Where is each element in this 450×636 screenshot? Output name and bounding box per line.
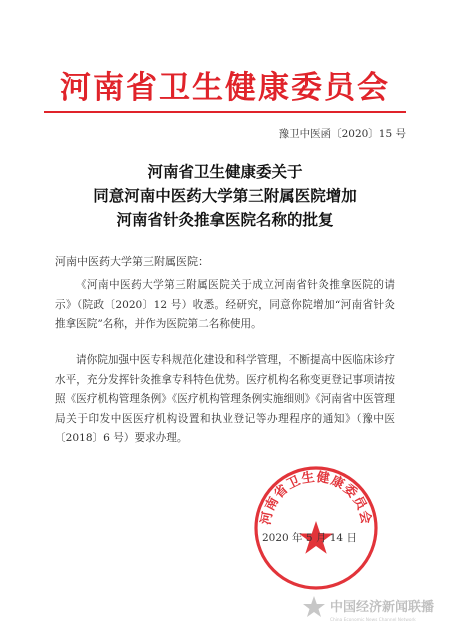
salutation: 河南中医药大学第三附属医院： xyxy=(55,255,209,268)
svg-text:China Economic News Channel Ne: China Economic News Channel Network xyxy=(330,618,416,623)
title-line-1: 河南省卫生健康委关于 xyxy=(147,162,303,181)
title-line-2: 同意河南中医药大学第三附属医院增加 xyxy=(93,186,357,205)
svg-text:河南省卫生健康委员会 xyxy=(258,469,375,526)
svg-text:中国经济新闻联播: 中国经济新闻联播 xyxy=(330,600,435,615)
news-watermark-logo xyxy=(300,590,440,630)
official-seal xyxy=(251,463,381,593)
header-red-rule xyxy=(44,111,406,113)
body-paragraph-1: 《河南中医药大学第三附属医院关于成立河南省针灸推拿医院的请示》（院政〔2020〕12 号）收悉。经研究，同意你院增加“河南省针灸推拿医院”名称，并作为医院第二名称使用。 xyxy=(55,279,395,330)
document-title xyxy=(0,160,450,232)
body-paragraph-2: 请你院加强中医专科规范化建设和科学管理，不断提高中医临床诊疗水平，充分发挥针灸推拿专科特色优势。医疗机构名称变更登记事项请按照《医疗机构管理条例》《医疗机构管理条例实施细则》《河南省中医管理局关于印发中医医疗机构设置和执业登记等办理程序的通知》（豫中医〔2018〕6 号）要求办理。 xyxy=(55,354,395,444)
issuing-org-header: 河南省卫生健康委员会 xyxy=(60,70,390,106)
title-line-3: 河南省针灸推拿医院名称的批复 xyxy=(116,210,334,229)
issue-date: 2020 年 5 月 14 日 xyxy=(262,532,357,544)
document-number: 豫卫中医函〔2020〕15 号 xyxy=(278,128,406,140)
seal-text: 河南省卫生健康委员会 xyxy=(258,470,374,527)
watermark-star-icon xyxy=(303,596,325,617)
